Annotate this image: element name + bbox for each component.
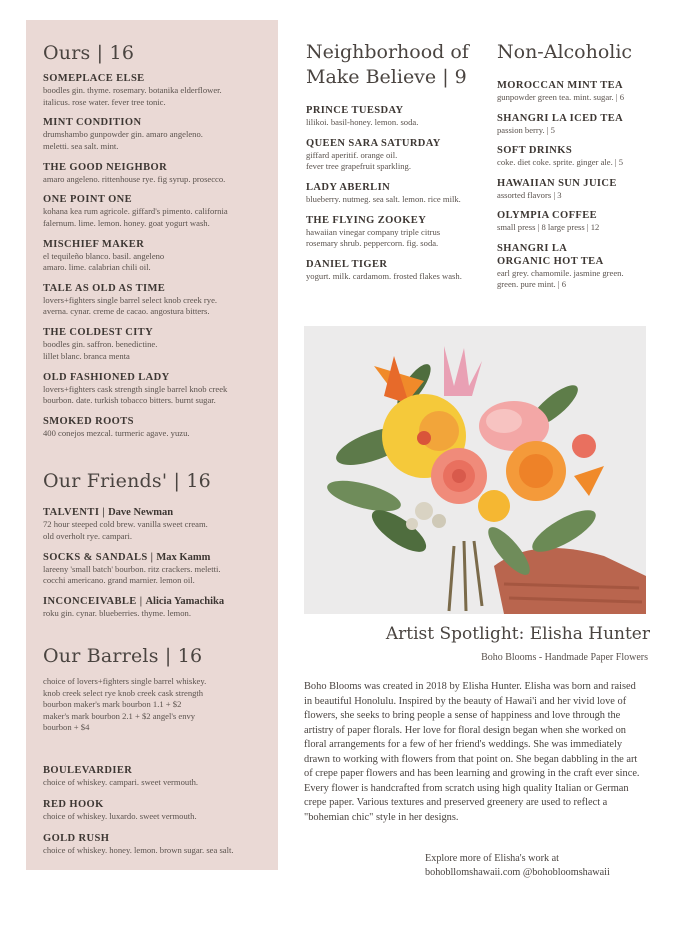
friends-section — [43, 470, 275, 492]
menu-item — [43, 595, 275, 620]
menu-item-name-text: TALE AS OLD AS TIME — [43, 282, 166, 294]
menu-item-name-text: SOFT DRINKS — [497, 145, 573, 156]
menu-item-name — [43, 371, 275, 384]
friends-list — [43, 506, 275, 628]
menu-item-name-text: THE FLYING ZOOKEY — [306, 214, 427, 226]
menu-item — [43, 193, 275, 229]
menu-item-name-text: MISCHIEF MAKER — [43, 238, 145, 250]
menu-item-description: choice of whiskey. campari. sweet vermouth. — [43, 777, 199, 787]
barrels-section — [43, 645, 275, 667]
menu-item — [43, 326, 275, 362]
menu-item-name — [497, 177, 667, 190]
menu-item-name-text: OLD FASHIONED LADY — [43, 371, 170, 383]
menu-item-name — [497, 112, 667, 125]
non-alcoholic-list — [497, 79, 667, 299]
menu-item — [43, 506, 275, 542]
menu-item-description: hawaiian vinegar company triple citrus rosemary shrub. peppercorn. fig. soda. — [306, 226, 441, 249]
bouquet-illustration — [304, 326, 646, 614]
guest-bartender-name: Dave Newman — [108, 507, 174, 518]
menu-item-description: earl grey. chamomile. jasmine green. green. pure mint. | 6 — [497, 267, 624, 289]
menu-item-description: small press | 8 large press | 12 — [497, 222, 600, 232]
menu-item — [43, 415, 275, 440]
menu-item-name — [43, 72, 275, 85]
menu-item — [43, 116, 275, 152]
non-alcoholic-heading: Non-Alcoholic — [497, 41, 633, 63]
menu-item-name-text: SHANGRI LA ICED TEA — [497, 112, 624, 124]
menu-item-description: roku gin. cynar. blueberries. thyme. lemon. — [43, 608, 191, 618]
menu-item-name-text: MOROCCAN MINT TEA — [497, 80, 624, 91]
menu-item — [43, 798, 275, 823]
menu-item — [306, 258, 496, 283]
menu-item-name — [43, 595, 275, 608]
menu-item-name-text: TALVENTI | — [43, 507, 109, 518]
menu-item-name-text: LADY ABERLIN — [306, 181, 391, 193]
explore-line-2: bohobllomshawaii.com @bohobloomshawaii — [425, 867, 610, 878]
menu-item-name-text: THE COLDEST CITY — [43, 327, 154, 339]
menu-item — [497, 209, 667, 234]
menu-item-name — [43, 551, 275, 564]
menu-item-name — [43, 415, 275, 428]
menu-item-description: 72 hour steeped cold brew. vanilla sweet cream. old overholt rye. campari. — [43, 519, 208, 541]
menu-item-name-text: PRINCE TUESDAY — [306, 105, 404, 116]
friends-heading: Our Friends' | 16 — [43, 470, 211, 492]
menu-item-description: lareeny 'small batch' bourbon. ritz crackers. meletti. cocchi americano. grand marnier. lemon oil. — [43, 563, 221, 585]
menu-item — [497, 177, 667, 202]
menu-item-name-text: RED HOOK — [43, 799, 104, 810]
menu-item-description: giffard aperitif. orange oil. fever tree grapefruit sparkling. — [306, 149, 411, 172]
ours-list — [43, 72, 275, 448]
menu-item-description: assorted flavors | 3 — [497, 189, 562, 200]
menu-item — [43, 161, 275, 186]
menu-item — [43, 371, 275, 407]
menu-item-name-text: SOMEPLACE ELSE — [43, 73, 145, 84]
menu-item — [43, 72, 275, 108]
menu-item-description: drumshambo gunpowder gin. amaro angeleno. meletti. sea salt. mint. — [43, 129, 203, 151]
menu-item-name-text: SOCKS & SANDALS | — [43, 551, 157, 563]
menu-item-description: kohana kea rum agricole. giffard's pimento. california falernum. lime. lemon. honey. goat yogurt wash. — [43, 206, 228, 228]
menu-item-description: choice of whiskey. luxardo. sweet vermouth. — [43, 811, 197, 821]
menu-item-name — [497, 242, 667, 268]
menu-item-name — [306, 181, 496, 194]
menu-item — [43, 764, 275, 789]
menu-item-name-text: SMOKED ROOTS — [43, 415, 134, 427]
ours-heading: Ours | 16 — [43, 42, 135, 64]
menu-item-name-text: OLYMPIA COFFEE — [497, 210, 598, 221]
menu-item — [43, 832, 275, 857]
menu-item — [43, 282, 275, 318]
menu-item-description: lovers+fighters single barrel select knob creek rye. averna. cynar. creme de cacao. angostura bitters. — [43, 294, 218, 317]
menu-item — [306, 214, 496, 250]
neighborhood-heading: Neighborhood of Make Believe | 9 — [306, 41, 469, 88]
menu-item-description: choice of whiskey. honey. lemon. brown sugar. sea salt. — [43, 845, 234, 855]
ours-section — [43, 42, 275, 64]
menu-item-name-text: MINT CONDITION — [43, 117, 142, 129]
menu-item-name-text: ONE POINT ONE — [43, 194, 133, 206]
menu-item-description: lilikoi. basil-honey. lemon. soda. — [306, 117, 419, 127]
guest-bartender-name: Alicia Yamachika — [145, 596, 225, 607]
menu-item-name — [43, 193, 275, 206]
barrels-intro: choice of lovers+fighters single barrel whiskey. knob creek select rye knob creek cask strength bourbon maker's mark bourbon 1.1 + $2 maker's mark bourbon 2.1 + $2 angel's envy bourbon + $4 — [43, 676, 207, 732]
menu-item-description: el tequileño blanco. basil. angeleno amaro. lime. calabrian chili oil. — [43, 250, 165, 273]
menu-item — [306, 181, 496, 206]
menu-item-description: lovers+fighters cask strength single barrel knob creek bourbon. date. turkish tobacco bitters. burnt sugar. — [43, 383, 228, 406]
menu-item-name-text: DANIEL TIGER — [306, 258, 388, 270]
menu-item-description: boodles gin. saffron. benedictine. lillet blanc. branca menta — [43, 339, 158, 361]
neighborhood-list — [306, 104, 496, 290]
menu-item-name — [43, 798, 275, 811]
artist-spotlight-title: Artist Spotlight: Elisha Hunter — [385, 624, 650, 644]
menu-item-name — [306, 214, 496, 227]
menu-item-name — [43, 116, 275, 129]
menu-item-description: boodles gin. thyme. rosemary. botanika elderflower. italicus. rose water. fever tree tonic. — [43, 85, 222, 107]
menu-item-name-text: SHANGRI LA ORGANIC HOT TEA — [497, 242, 604, 267]
menu-item — [306, 137, 496, 173]
menu-item-description: coke. diet coke. sprite. ginger ale. | 5 — [497, 157, 624, 167]
explore-line-1: Explore more of Elisha's work at — [425, 853, 559, 864]
menu-item-name — [43, 161, 275, 174]
menu-item — [497, 144, 667, 169]
barrels-list — [43, 764, 275, 866]
menu-item-name — [306, 137, 496, 150]
menu-item — [497, 79, 667, 104]
explore-more — [425, 852, 655, 880]
menu-item-name — [43, 506, 275, 519]
menu-item-name — [497, 209, 667, 222]
menu-item-name — [43, 326, 275, 339]
menu-item-description: 400 conejos mezcal. turmeric agave. yuzu. — [43, 427, 190, 438]
menu-item-name-text: INCONCEIVABLE | — [43, 596, 146, 607]
menu-item-description: gunpowder green tea. mint. sugar. | 6 — [497, 92, 625, 102]
menu-item-name-text: THE GOOD NEIGHBOR — [43, 161, 168, 173]
menu-item-description: yogurt. milk. cardamom. frosted flakes wash. — [306, 270, 462, 281]
menu-item — [43, 551, 275, 587]
menu-item-description: passion berry. | 5 — [497, 124, 555, 135]
menu-item-name — [306, 258, 496, 271]
menu-item — [43, 238, 275, 274]
artist-spotlight-subtitle: Boho Blooms - Handmade Paper Flowers — [481, 652, 648, 663]
menu-item-description: blueberry. nutmeg. sea salt. lemon. rice milk. — [306, 193, 461, 204]
menu-item-name — [43, 832, 275, 845]
barrels-heading: Our Barrels | 16 — [43, 645, 203, 667]
menu-item-name — [497, 144, 667, 157]
menu-item — [306, 104, 496, 129]
menu-item — [497, 112, 667, 137]
menu-item-name-text: BOULEVARDIER — [43, 765, 133, 776]
menu-item — [497, 242, 667, 291]
artist-spotlight-body: Boho Blooms was created in 2018 by Elisha Hunter. Elisha was born and raised in beautiful Honolulu. Inspired by the beauty of Hawai'i and her vivid love of flowers, she seeks to bring people a sense of happiness and love through the artistry of paper florals. Her love for floral design began when she worked on floral arrangements for a few of her friend's weddings. She was immediately drawn to working with flowers from that point on. She began dabbling in the art of crepe paper flowers and has been learning and growing in the craft ever since. Every flower is handcrafted from scratch using high quality Italian or German crepe paper. Various textures and preserved greenery are used to reflect a "bohemian chic" style in her designs. — [304, 681, 640, 823]
menu-item-name-text: GOLD RUSH — [43, 833, 110, 844]
menu-item-name — [306, 104, 496, 117]
menu-item-name — [497, 79, 667, 92]
menu-item-name — [43, 238, 275, 251]
menu-item-name — [43, 282, 275, 295]
menu-item-name-text: HAWAIIAN SUN JUICE — [497, 177, 617, 189]
menu-item-name — [43, 764, 275, 777]
menu-item-name-text: QUEEN SARA SATURDAY — [306, 137, 441, 149]
bouquet-photo — [304, 326, 646, 614]
menu-item-description: amaro angeleno. rittenhouse rye. fig syrup. prosecco. — [43, 173, 226, 184]
guest-bartender-name: Max Kamm — [156, 551, 211, 563]
